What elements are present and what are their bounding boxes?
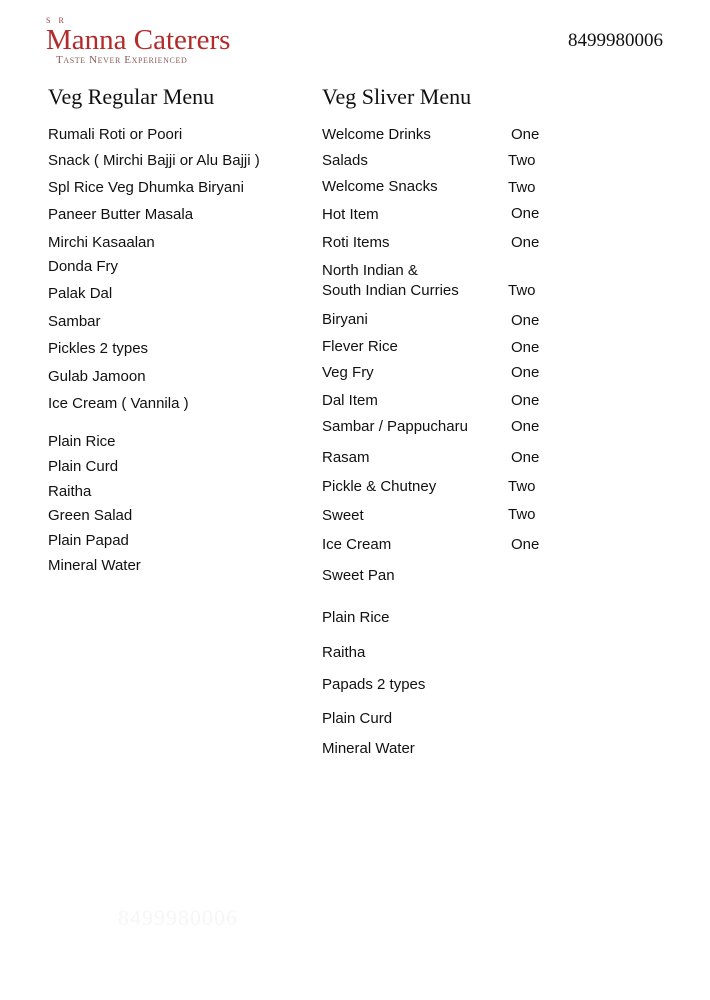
regular-menu-title: Veg Regular Menu bbox=[48, 84, 215, 109]
regular-menu-item: Pickles 2 types bbox=[48, 340, 149, 357]
silver-menu-title: Veg Sliver Menu bbox=[322, 84, 472, 109]
silver-menu-item: Mineral Water bbox=[322, 740, 415, 757]
silver-menu-qty: Two bbox=[508, 152, 536, 169]
regular-menu-item: Gulab Jamoon bbox=[48, 368, 146, 385]
silver-menu-qty: One bbox=[511, 392, 540, 409]
silver-menu-item: Raitha bbox=[322, 644, 366, 661]
regular-menu-item: Rumali Roti or Poori bbox=[48, 126, 183, 143]
silver-menu-qty: Two bbox=[508, 478, 536, 495]
silver-menu-item: Hot Item bbox=[322, 206, 379, 223]
regular-menu-item: Mirchi Kasaalan bbox=[48, 234, 155, 251]
phone-number: 8499980006 bbox=[568, 30, 663, 51]
silver-menu-item: Papads 2 types bbox=[322, 676, 426, 693]
silver-menu-qty: One bbox=[511, 536, 540, 553]
silver-menu-qty: One bbox=[511, 234, 540, 251]
silver-menu-item: Sambar / Pappucharu bbox=[322, 418, 468, 435]
regular-menu-item: Plain Curd bbox=[48, 458, 119, 475]
regular-menu-item: Sambar bbox=[48, 313, 101, 330]
silver-menu-qty: One bbox=[511, 312, 540, 329]
silver-menu-item: Plain Curd bbox=[322, 710, 393, 727]
regular-menu-item: Mineral Water bbox=[48, 557, 141, 574]
silver-menu-item: Sweet Pan bbox=[322, 567, 395, 584]
silver-menu-item: Sweet bbox=[322, 507, 364, 524]
silver-menu-item: Dal Item bbox=[322, 392, 378, 409]
logo bbox=[46, 16, 286, 67]
regular-menu-item: Paneer Butter Masala bbox=[48, 206, 194, 223]
regular-menu-item: Plain Papad bbox=[48, 532, 129, 549]
silver-menu-item: Pickle & Chutney bbox=[322, 478, 437, 495]
silver-menu-item: Roti Items bbox=[322, 234, 390, 251]
silver-menu-qty: One bbox=[511, 205, 540, 222]
regular-menu-item: Plain Rice bbox=[48, 433, 116, 450]
silver-menu-item: Rasam bbox=[322, 449, 370, 466]
silver-menu-item: North Indian & bbox=[322, 262, 418, 279]
regular-menu-item: Spl Rice Veg Dhumka Biryani bbox=[48, 179, 244, 196]
watermark: 8499980006 bbox=[118, 905, 238, 930]
silver-menu-qty: One bbox=[511, 339, 540, 356]
silver-menu-item: Welcome Snacks bbox=[322, 178, 438, 195]
silver-menu-qty: One bbox=[511, 364, 540, 381]
silver-menu-item: Welcome Drinks bbox=[322, 126, 431, 143]
logo-name: Manna Caterers bbox=[46, 24, 231, 56]
silver-menu-item: Plain Rice bbox=[322, 609, 390, 626]
silver-menu-item: Salads bbox=[322, 152, 368, 169]
silver-menu-qty: One bbox=[511, 449, 540, 466]
logo-prefix: S R bbox=[46, 16, 67, 25]
silver-menu-item: Ice Cream bbox=[322, 536, 392, 553]
logo-tagline: Taste Never Experienced bbox=[56, 54, 188, 66]
silver-menu-qty: Two bbox=[508, 179, 536, 196]
regular-menu-item: Palak Dal bbox=[48, 285, 113, 302]
regular-menu-item: Ice Cream ( Vannila ) bbox=[48, 395, 189, 412]
silver-menu-qty: One bbox=[511, 126, 540, 143]
regular-menu-item: Snack ( Mirchi Bajji or Alu Bajji ) bbox=[48, 152, 260, 169]
regular-menu-item: Green Salad bbox=[48, 507, 133, 524]
silver-menu-qty: Two bbox=[508, 282, 536, 299]
silver-menu-item: Veg Fry bbox=[322, 364, 374, 381]
silver-menu-item: South Indian Curries bbox=[322, 282, 459, 299]
silver-menu-qty: One bbox=[511, 418, 540, 435]
regular-menu-item: Donda Fry bbox=[48, 258, 119, 275]
silver-menu-item: Biryani bbox=[322, 311, 368, 328]
silver-menu-item: Flever Rice bbox=[322, 338, 398, 355]
regular-menu-item: Raitha bbox=[48, 483, 92, 500]
silver-menu-qty: Two bbox=[508, 506, 536, 523]
